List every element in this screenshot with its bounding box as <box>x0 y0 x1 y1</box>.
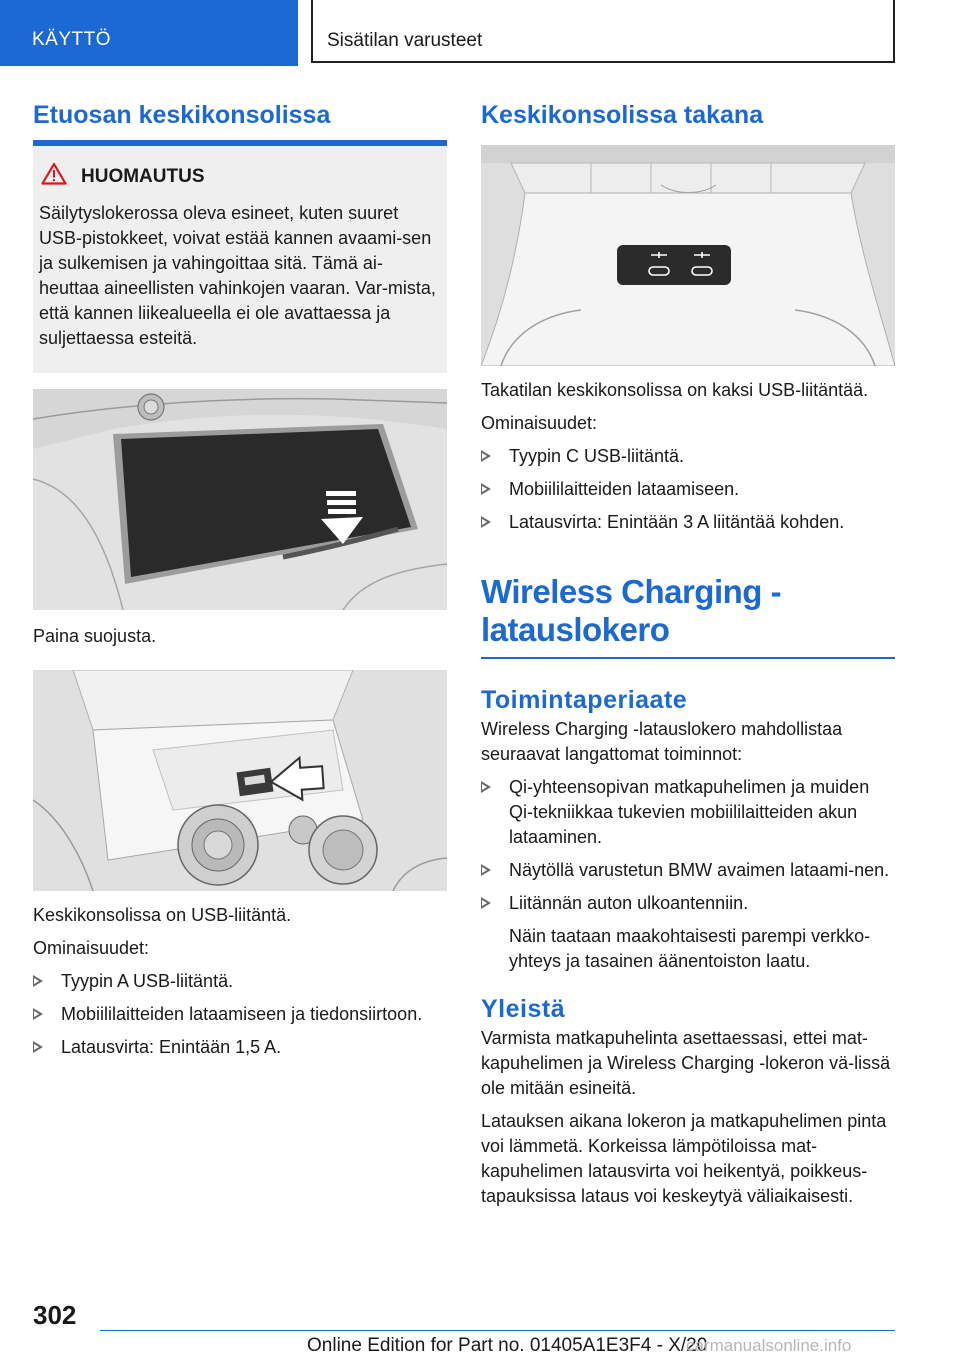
notice-box <box>33 146 447 373</box>
features-list <box>481 444 895 535</box>
notice-text: Säilytyslokerossa oleva esineet, kuten suuret USB-pistokkeet, voivat estää kannen avaami-sen ja sulkemisen ja vahingoittaa sitä. Tämä ai-heuttaa aineellisten vahinkojen vaaran. Var-mista, että kannen liikealueella ei ole avattaessa ja suljettaessa esteitä. <box>39 203 436 348</box>
list-item-text: Latausvirta: Enintään 3 A liitäntää kohden. <box>509 512 845 532</box>
heading-rule <box>481 657 895 659</box>
figure-caption-rear-usb: Takatilan keskikonsolissa on kaksi USB-liitäntää. <box>481 380 869 400</box>
list-item <box>481 477 895 502</box>
warning-triangle-icon <box>41 162 67 191</box>
chapter-title: Sisätilan varusteet <box>311 0 895 63</box>
page-header <box>0 0 960 66</box>
list-item <box>33 1002 447 1027</box>
principle-intro: Wireless Charging -latauslokero mahdollistaa seuraavat langattomat toiminnot: <box>481 719 843 764</box>
figure-front-console-usb <box>33 670 447 891</box>
principle-list <box>481 775 895 974</box>
list-item <box>33 1035 447 1060</box>
general-paragraph-1: Varmista matkapuhelinta asettaessasi, ettei mat-kapuhelimen ja Wireless Charging -lokeron vä-lissä ole mitään esineitä. <box>481 1028 891 1098</box>
general-paragraph-2: Latauksen aikana lokeron ja matkapuhelimen pinta voi lämmetä. Korkeissa lämpötiloissa mat-kapuhelimen latausvirta voi heikentyä, poikkeus-tapauksissa lataus voi keskeytyä väliaikaisesti. <box>481 1111 887 1206</box>
list-item <box>481 858 895 883</box>
list-item-text: Tyypin C USB-liitäntä. <box>509 446 685 466</box>
list-item-text: Mobiililaitteiden lataamiseen. <box>509 479 740 499</box>
section-heading: Etuosan keskikonsolissa <box>33 101 331 129</box>
list-item <box>481 444 895 469</box>
main-heading: Wireless Charging -latauslokero <box>481 573 782 648</box>
list-item <box>481 891 895 974</box>
figure-rear-console-usb <box>481 145 895 366</box>
triangle-bullet-icon <box>33 1008 43 1020</box>
notice-title: HUOMAUTUS <box>81 165 205 187</box>
triangle-bullet-icon <box>481 450 491 462</box>
watermark: carmanualsonline.info <box>686 1336 852 1355</box>
left-column <box>33 100 447 1060</box>
triangle-bullet-icon <box>481 897 491 909</box>
features-label: Ominaisuudet: <box>481 413 598 433</box>
figure-caption-usb: Keskikonsolissa on USB-liitäntä. <box>33 905 292 925</box>
triangle-bullet-icon <box>33 1041 43 1053</box>
triangle-bullet-icon <box>481 516 491 528</box>
list-item-text: Näytöllä varustetun BMW avaimen lataami-nen. <box>509 860 890 880</box>
features-label: Ominaisuudet: <box>33 938 150 958</box>
subheading-general: Yleistä <box>481 995 566 1023</box>
list-item-text: Liitännän auton ulkoantenniin. <box>509 893 749 913</box>
triangle-bullet-icon <box>481 781 491 793</box>
footer-edition: Online Edition for Part no. 01405A1E3F4 - X/20 <box>307 1335 708 1356</box>
section-tab: KÄYTTÖ <box>0 0 298 66</box>
figure-caption-press-cover: Paina suojusta. <box>33 626 157 646</box>
footer-rule <box>100 1330 895 1331</box>
list-item <box>481 510 895 535</box>
triangle-bullet-icon <box>481 864 491 876</box>
section-heading: Keskikonsolissa takana <box>481 101 764 129</box>
notice-header <box>41 162 437 191</box>
list-item <box>481 775 895 850</box>
triangle-bullet-icon <box>481 483 491 495</box>
page-number: 302 <box>33 1300 77 1330</box>
triangle-bullet-icon <box>33 975 43 987</box>
figure-front-console-cover <box>33 389 447 610</box>
list-item-text: Qi-yhteensopivan matkapuhelimen ja muiden Qi-tekniikkaa tukevien mobiililaitteiden akun lataaminen. <box>509 777 870 847</box>
list-item-note: Näin taataan maakohtaisesti parempi verkko-yhteys ja tasainen äänentoiston laatu. <box>509 926 871 971</box>
list-item-text: Mobiililaitteiden lataamiseen ja tiedonsiirtoon. <box>61 1004 423 1024</box>
list-item-text: Latausvirta: Enintään 1,5 A. <box>61 1037 282 1057</box>
list-item-text: Tyypin A USB-liitäntä. <box>61 971 234 991</box>
right-column <box>481 100 895 1209</box>
list-item <box>33 969 447 994</box>
features-list <box>33 969 447 1060</box>
subheading-principle: Toimintaperiaate <box>481 686 688 714</box>
